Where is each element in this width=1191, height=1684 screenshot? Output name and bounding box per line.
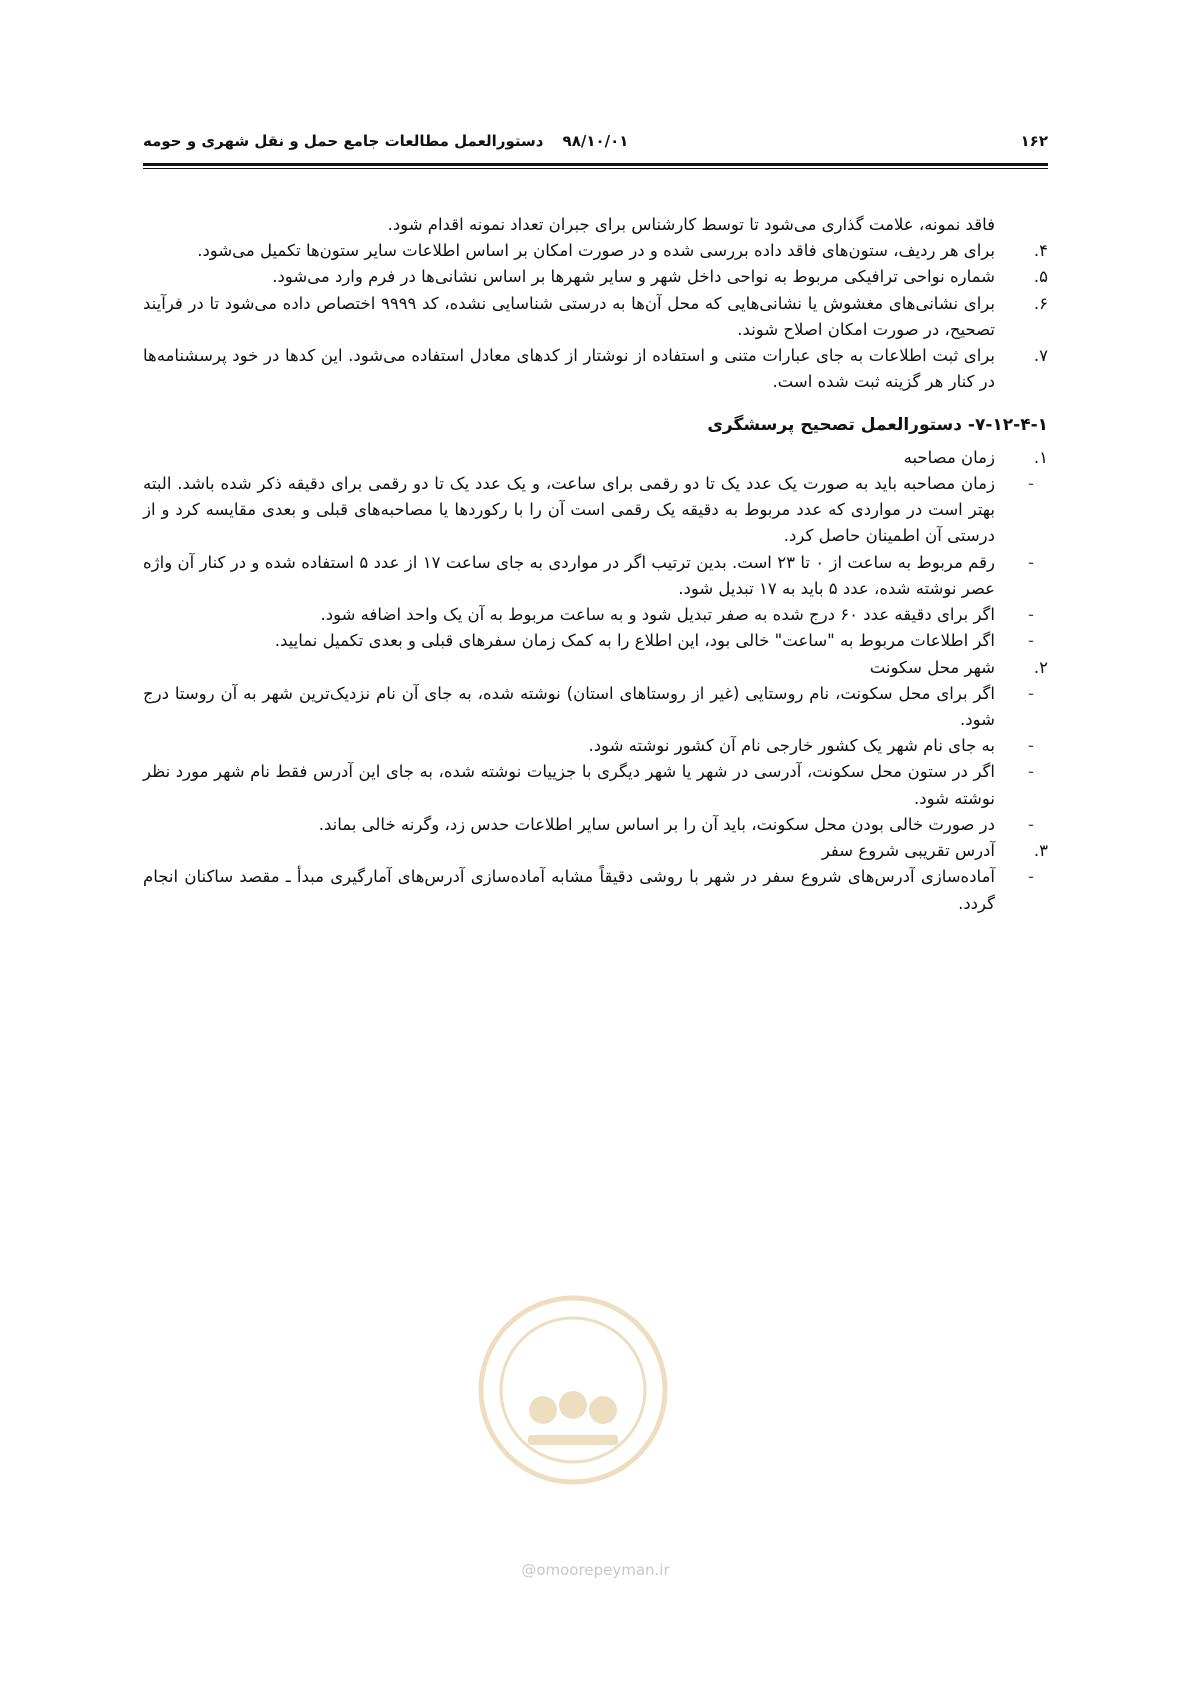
bullet-item [143,864,1048,916]
numbered-item [143,264,1048,290]
item-number: ۱. [1033,447,1048,467]
numbered-item [143,838,1048,864]
item-text: برای هر ردیف، ستون‌های فاقد داده بررسی شده و در صورت امکان بر اساس اطلاعات سایر ستون‌ها تکمیل می‌شود. [197,241,995,261]
item-number: ۵. [1033,267,1048,287]
bullet-item [143,733,1048,759]
item-text: برای نشانی‌های مغشوش یا نشانی‌هایی که محل آن‌ها به درستی شناسایی نشده، کد ۹۹۹۹ اختصاص داده می‌شود تا در فرآیند تصحیح، در صورت امکان اصلاح شوند. [143,293,995,339]
dash-marker: - [1028,473,1034,493]
dash-marker: - [1028,631,1034,651]
bullet-item [143,812,1048,838]
item-text: اگر در ستون محل سکونت، آدرسی در شهر یا شهر دیگری با جزییات نوشته شده، به جای این آدرس فقط نام شهر مورد نظر نوشته شود. [143,762,995,808]
item-number: ۲. [1033,657,1048,677]
dash-marker: - [1028,552,1034,572]
item-text: زمان مصاحبه [903,447,995,467]
item-number: ۶. [1033,293,1048,313]
item-text: اگر اطلاعات مربوط به "ساعت" خالی بود، این اطلاع را به کمک زمان سفرهای قبلی و بعدی تکمیل نمایید. [274,631,995,651]
item-number: ۷. [1033,346,1048,366]
item-text: شماره نواحی ترافیکی مربوط به نواحی داخل شهر و سایر شهرها بر اساس نشانی‌ها در فرم وارد می‌شود. [272,267,995,287]
item-text: برای ثبت اطلاعات به جای عبارات متنی و استفاده از نوشتار از کدهای معادل استفاده می‌شود. این کدها در خود پرسشنامه‌ها در کنار هر گزینه ثبت شده است. [143,346,995,392]
section-heading: ۷-۱۲-۴-۱- دستورالعمل تصحیح پرسشگری [707,414,1048,435]
dash-marker: - [1028,762,1034,782]
bullet-item [143,681,1048,733]
watermark-logo [468,1285,678,1495]
dash-marker: - [1028,867,1034,887]
dash-marker: - [1028,683,1034,703]
item-text: فاقد نمونه، علامت گذاری می‌شود تا توسط کارشناس برای جبران تعداد نمونه اقدام شود. [387,215,995,234]
item-text: شهر محل سکونت [869,657,995,677]
numbered-item [143,343,1048,395]
item-text: آماده‌سازی آدرس‌های شروع سفر در شهر با روشی دقیقاً مشابه آماده‌سازی آدرس‌های آمارگیری مبدأ ـ مقصد ساکنان انجام گردد. [143,867,995,913]
header-date: ۹۸/۱۰/۰۱ [562,132,629,150]
item-text: اگر برای محل سکونت، نام روستایی (غیر از روستاهای استان) نوشته شده، به جای آن نام نزدیک‌ترین شهر به آن روستا درج شود. [143,683,995,729]
item-number: ۳. [1033,841,1048,861]
header-rule-thick [143,163,1048,166]
item-text: اگر برای دقیقه عدد ۶۰ درج شده به صفر تبدیل شود و به ساعت مربوط به آن یک واحد اضافه شود. [320,605,995,625]
dash-marker: - [1028,814,1034,834]
bullet-item [143,759,1048,811]
item-text: رقم مربوط به ساعت از ۰ تا ۲۳ است. بدین ترتیب اگر در مواردی به جای ساعت ۱۷ از عدد ۵ استفاده شده و در کنار آن واژه عصر نوشته شده، عدد ۵ باید به ۱۷ تبدیل شود. [143,552,995,598]
numbered-item [143,291,1048,343]
header-rule-thin [143,168,1048,169]
item-text: به جای نام شهر یک کشور خارجی نام آن کشور نوشته شود. [588,736,995,756]
numbered-item [143,238,1048,264]
bullet-item [143,471,1048,550]
dash-marker: - [1028,605,1034,625]
page-header [143,128,1048,156]
numbered-item [143,655,1048,681]
document-body [143,212,1048,917]
watermark-site: @omoorepeyman.ir [521,1561,670,1579]
header-title: دستورالعمل مطالعات جامع حمل و نقل شهری و حومه [143,132,544,150]
bullet-item [143,550,1048,602]
bullet-item [143,602,1048,628]
paragraph [143,212,1048,238]
numbered-item [143,445,1048,471]
bullet-item [143,628,1048,654]
item-text: زمان مصاحبه باید به صورت یک عدد یک تا دو رقمی برای ساعت، و یک عدد یک تا دو رقمی برای دقیقه ذکر شده باشد. البته بهتر است در مواردی که عدد مربوط به دقیقه یک رقمی است آن را با رکوردها یا مصاحبه‌های قبلی و بعدی مقایسه کرد و از درستی آن اطمینان حاصل کرد. [143,473,995,546]
item-number: ۴. [1033,241,1048,261]
item-text: آدرس تقریبی شروع سفر [821,841,995,861]
item-text: در صورت خالی بودن محل سکونت، باید آن را بر اساس سایر اطلاعات حدس زد، وگرنه خالی بماند. [318,814,995,834]
page-number: ۱۶۲ [1020,132,1048,150]
dash-marker: - [1028,736,1034,756]
